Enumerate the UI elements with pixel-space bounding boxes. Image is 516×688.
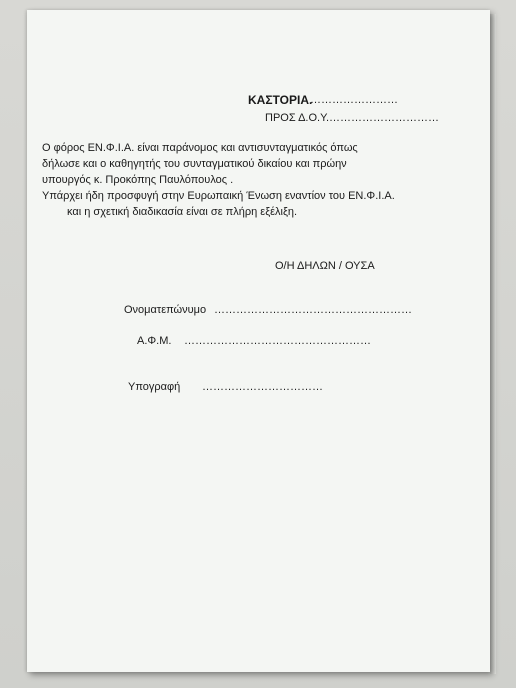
signature-field: ……………………………: [202, 381, 323, 393]
body-line-1: Ο φόρος ΕΝ.Φ.Ι.Α. είναι παράνομος και αντισυνταγματικός όπως: [42, 142, 358, 154]
tax-office-label: ΠΡΟΣ Δ.Ο.Υ.: [265, 112, 330, 124]
tax-office-blank: …………………………: [329, 112, 439, 124]
name-field: ………………………………………………: [214, 304, 412, 316]
body-line-5: και η σχετική διαδικασία είναι σε πλήρη εξέλιξη.: [67, 206, 298, 218]
body-line-2: δήλωσε και ο καθηγητής του συνταγματικού δικαίου και πρώην: [42, 158, 347, 170]
afm-field: ……………………………………………: [184, 335, 371, 347]
paper-stack-edge: [490, 14, 496, 674]
afm-label: Α.Φ.Μ.: [137, 335, 172, 347]
declarant-label: Ο/Η ΔΗΛΩΝ / ΟΥΣΑ: [275, 260, 375, 272]
body-line-3: υπουργός κ. Προκόπης Παυλόπουλος .: [42, 174, 234, 186]
body-line-4: Υπάρχει ήδη προσφυγή στην Ευρωπαική Ένωση εναντίον του ΕΝ.Φ.Ι.Α.: [42, 190, 395, 202]
city-blank: ……………………: [310, 94, 398, 106]
city-heading: ΚΑΣΤΟΡΙΑ.: [248, 93, 313, 107]
signature-label: Υπογραφή: [128, 381, 181, 393]
name-label: Ονοματεπώνυμο: [124, 304, 207, 316]
document-page: [27, 10, 490, 672]
